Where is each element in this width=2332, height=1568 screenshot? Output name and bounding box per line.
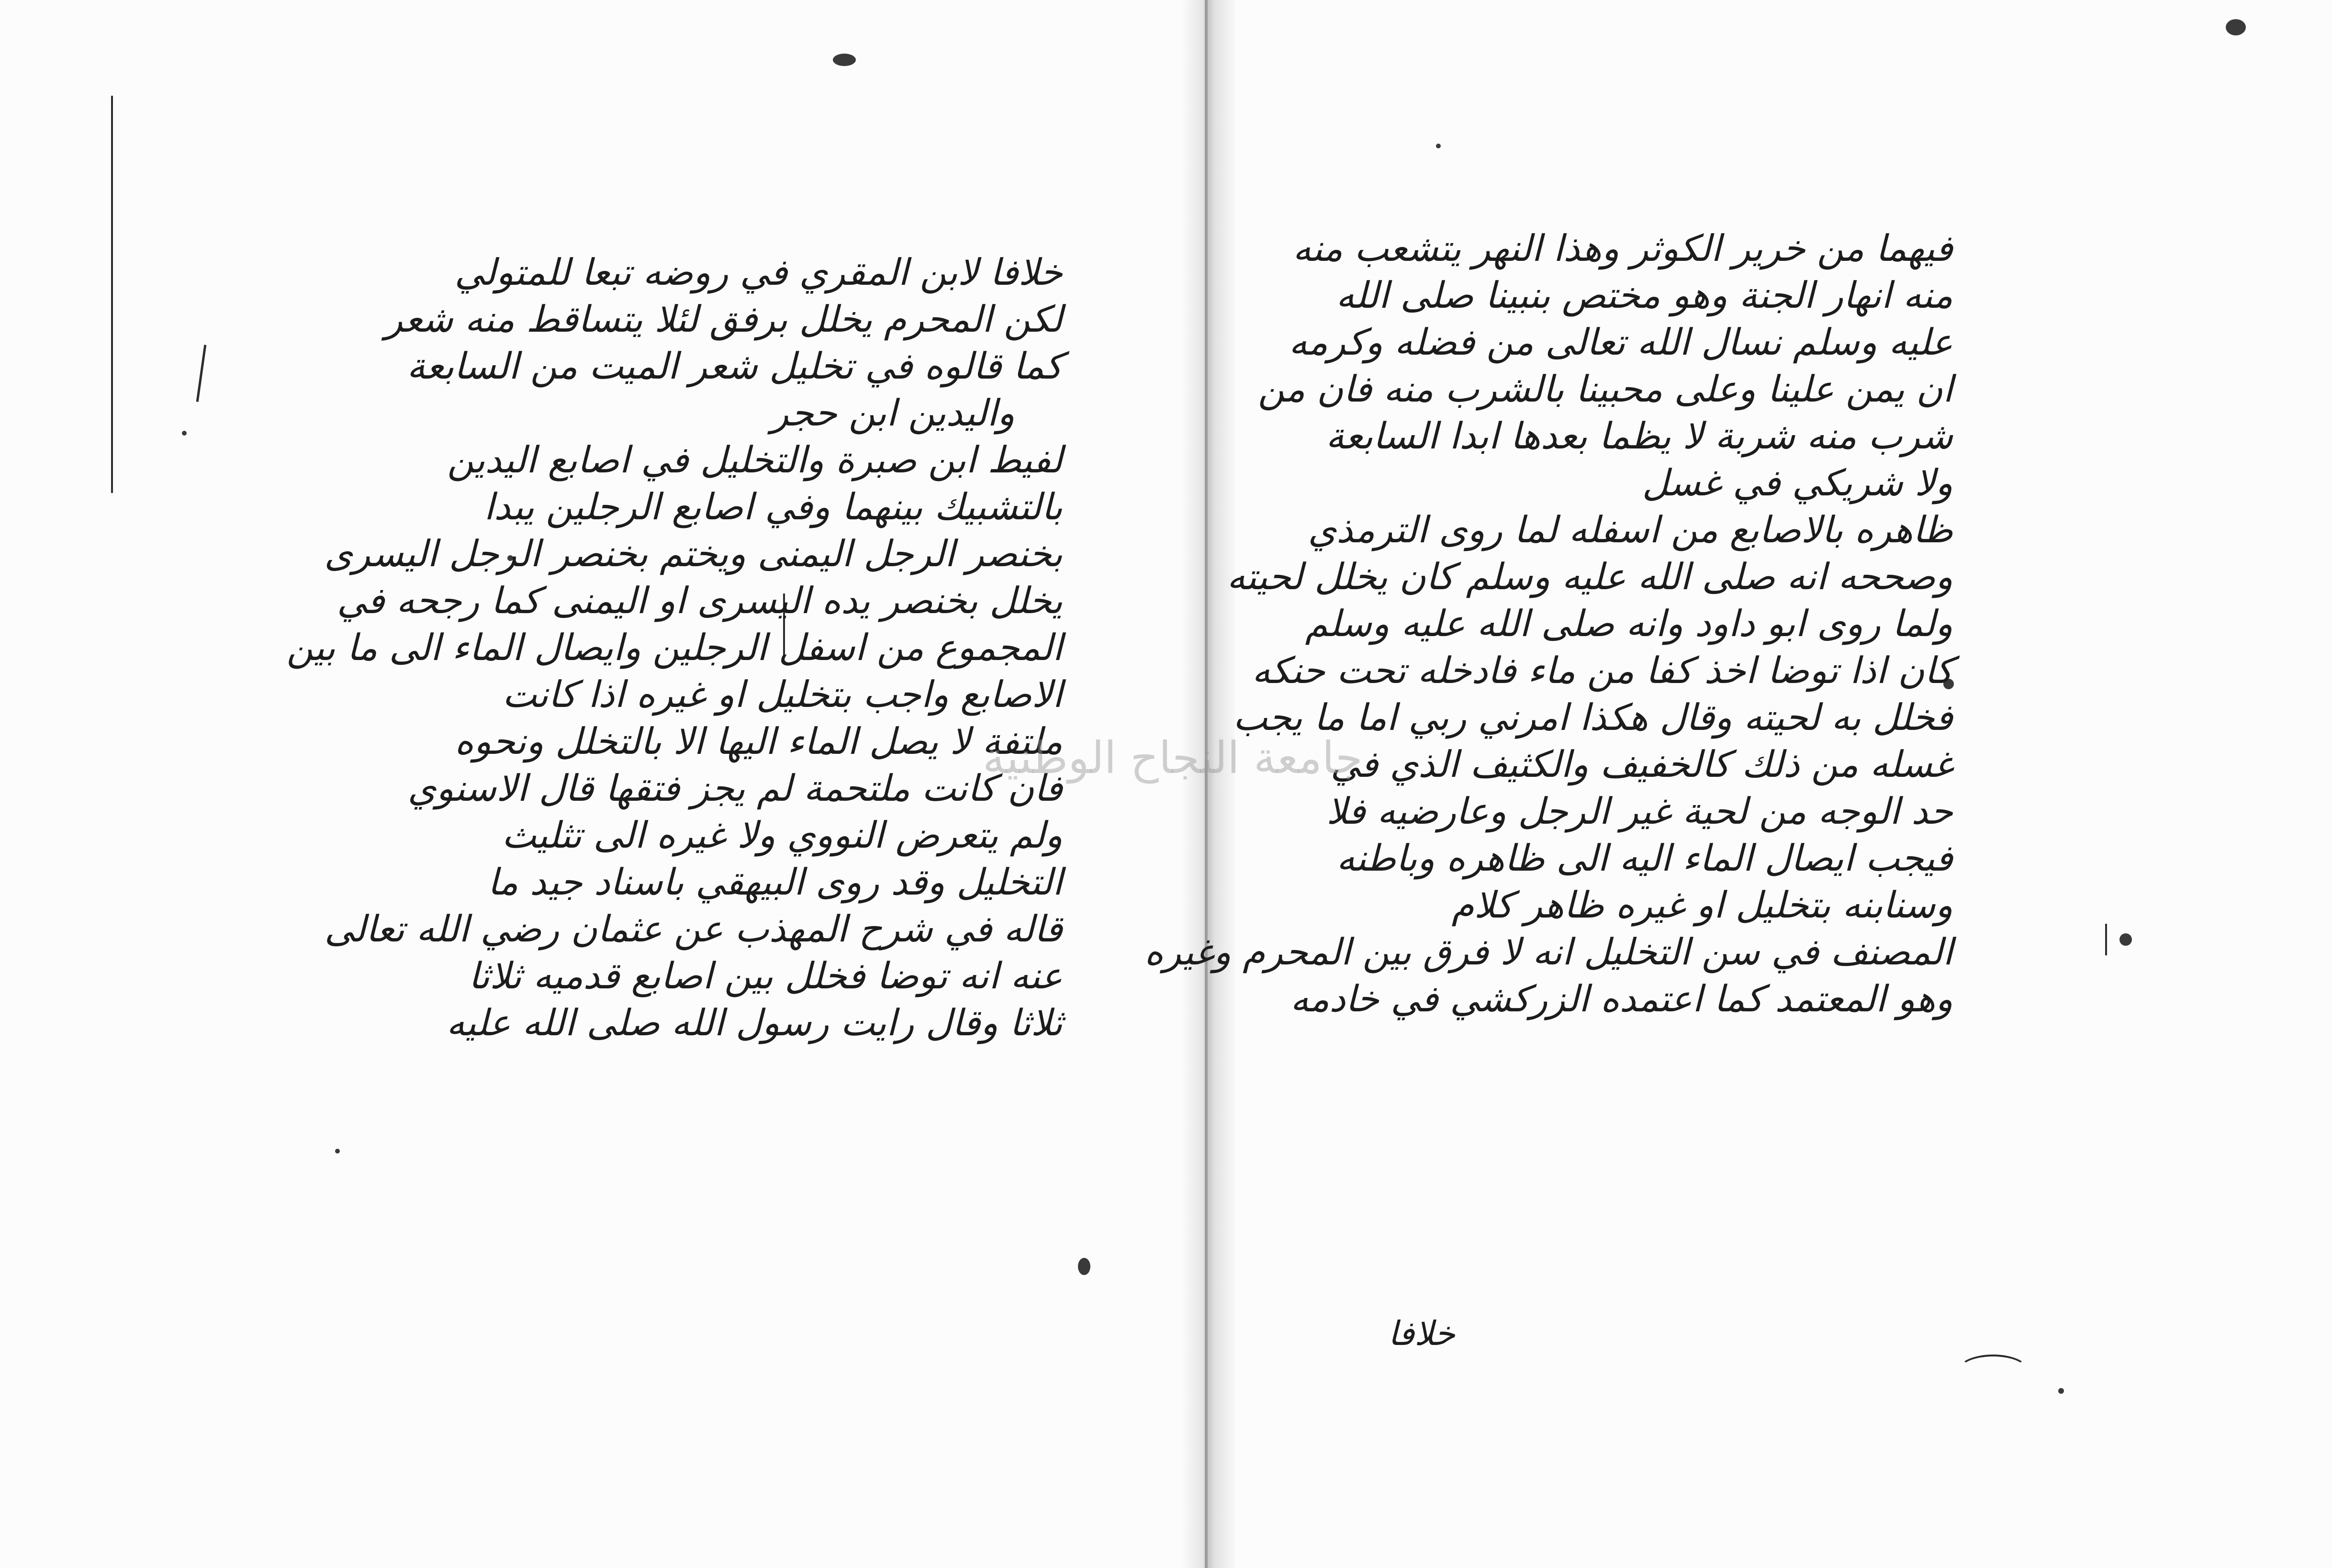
text-line: ولما روى ابو داود وانه صلى الله عليه وسلم: [1305, 602, 1953, 645]
text-line: ان يمن علينا وعلى محبينا بالشرب منه فان من: [1258, 368, 1953, 410]
ink-speck: [2119, 933, 2132, 946]
text-line: واليدين ابن حجر: [771, 392, 1015, 434]
text-line: وسنابنه بتخليل او غيره ظاهر كلام: [1451, 884, 1953, 926]
ink-speck: [335, 1149, 340, 1154]
text-line: شرب منه شربة لا يظما بعدها ابدا السابعة: [1325, 414, 1953, 457]
marginal-flourish: [1958, 1355, 2029, 1387]
text-line: كما قالوه في تخليل شعر الميت من السابعة: [406, 345, 1063, 387]
text-line: لفيط ابن صبرة والتخليل في اصابع اليدين: [447, 438, 1063, 481]
text-line: الاصابع واجب بتخليل او غيره اذا كانت: [502, 673, 1063, 716]
catchword: خلافا: [1388, 1314, 1455, 1353]
ink-speck: [833, 54, 856, 66]
text-line: فان كانت ملتحمة لم يجز فتقها قال الاسنوي: [407, 767, 1063, 809]
margin-rule: [111, 96, 113, 493]
text-line: ولم يتعرض النووي ولا غيره الى تثليث: [502, 814, 1063, 856]
text-line: خلافا لابن المقري في روضه تبعا للمتولي: [454, 251, 1063, 293]
text-line: بخنصر الرجل اليمنى ويختم بخنصر الرجل اليسرى: [324, 532, 1063, 575]
ink-speck: [1436, 144, 1441, 148]
text-line: عنه انه توضا فخلل بين اصابع قدميه ثلاثا: [468, 954, 1063, 997]
text-line: فيهما من خرير الكوثر وهذا النهر يتشعب منه: [1292, 227, 1953, 269]
text-line: منه انهار الجنة وهو مختص بنبينا صلى الله: [1336, 274, 1953, 316]
text-line: المصنف في سن التخليل انه لا فرق بين المحرم وغيره: [1144, 930, 1953, 973]
margin-mark: [2105, 924, 2107, 955]
text-line: ثلاثا وقال رايت رسول الله صلى الله عليه: [446, 1001, 1063, 1044]
text-line: عليه وسلم نسال الله تعالى من فضله وكرمه: [1289, 321, 1953, 363]
text-line: يخلل بخنصر يده اليسرى او اليمنى كما رجحه في: [336, 579, 1063, 622]
text-line: ظاهره بالاصابع من اسفله لما روى الترمذي: [1308, 508, 1953, 551]
text-line: قاله في شرح المهذب عن عثمان رضي الله تعالى: [324, 907, 1063, 950]
text-line: وهو المعتمد كما اعتمده الزركشي في خادمه: [1290, 977, 1953, 1020]
library-watermark: جامعة النجاح الوطنية: [983, 732, 1363, 784]
text-line: المجموع من اسفل الرجلين وايصال الماء الى ما بين: [286, 626, 1063, 669]
text-line: وصححه انه صلى الله عليه وسلم كان يخلل لحيته: [1227, 555, 1953, 598]
text-line: التخليل وقد روى البيهقي باسناد جيد ما: [487, 861, 1063, 903]
text-line: بالتشبيك بينهما وفي اصابع الرجلين يبدا: [483, 485, 1063, 528]
book-gutter: [1182, 0, 1235, 1568]
ink-speck: [2226, 19, 2246, 35]
ink-speck: [1078, 1258, 1090, 1275]
gutter-fold-line: [1205, 0, 1208, 1568]
text-line: ولا شريكي في غسل: [1642, 461, 1953, 504]
text-line: فخلل به لحيته وقال هكذا امرني ربي اما ما يجب: [1233, 696, 1953, 739]
ink-speck: [182, 431, 187, 436]
text-line: غسله من ذلك كالخفيف والكثيف الذي في: [1330, 743, 1953, 785]
left-page-text: [286, 249, 1063, 1046]
ink-speck: [2058, 1388, 2064, 1394]
text-line: حد الوجه من لحية غير الرجل وعارضيه فلا: [1326, 790, 1953, 832]
text-line: ملتفة لا يصل الماء اليها الا بالتخلل ونحوه: [454, 720, 1063, 762]
text-line: لكن المحرم يخلل برفق لئلا يتساقط منه شعر: [385, 298, 1063, 340]
text-line: فيجب ايصال الماء اليه الى ظاهره وباطنه: [1336, 837, 1953, 879]
text-line: كان اذا توضا اخذ كفا من ماء فادخله تحت حنكه: [1252, 649, 1953, 692]
